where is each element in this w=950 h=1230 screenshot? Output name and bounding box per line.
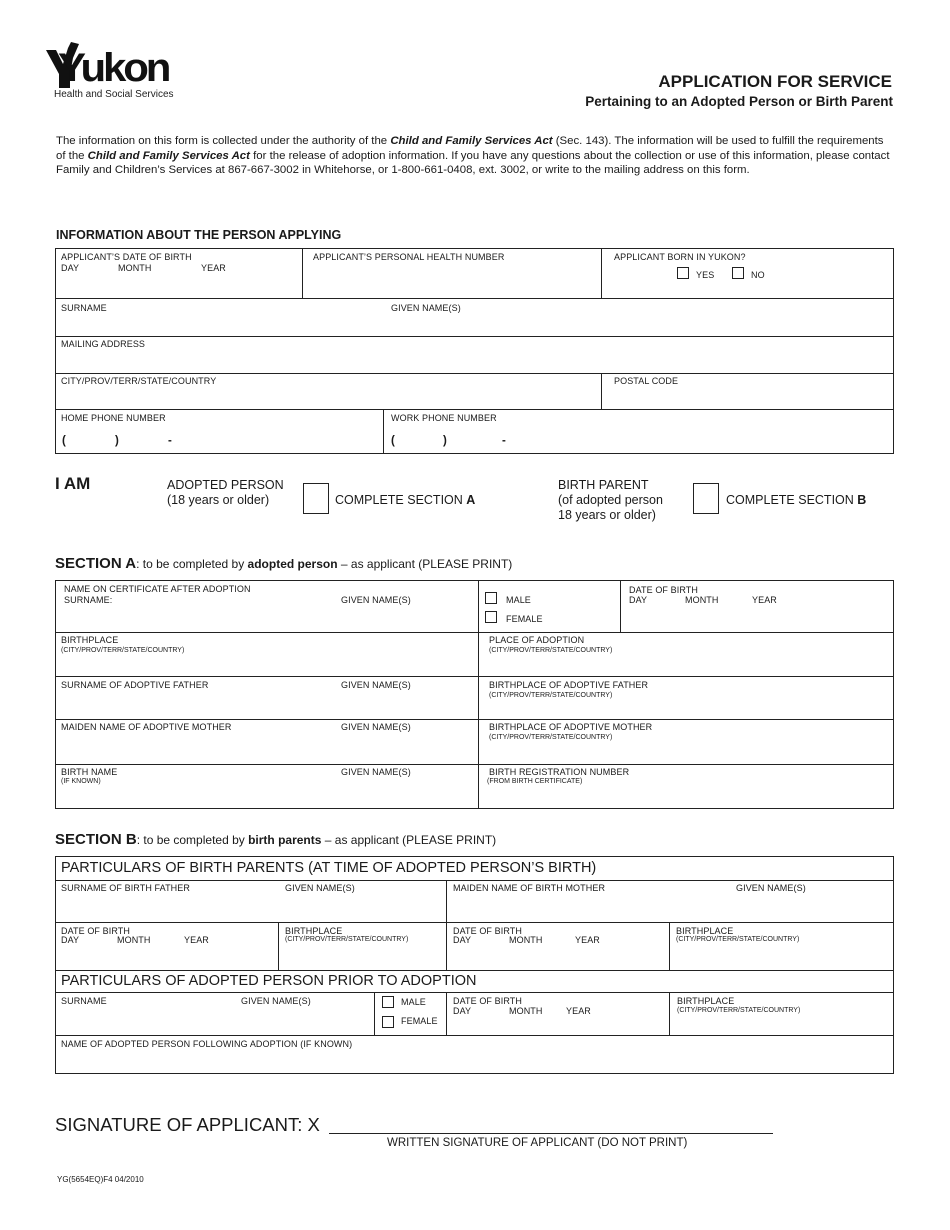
born-in-yukon-label: APPLICANT BORN IN YUKON? — [614, 252, 746, 262]
place-of-adoption-hint: (CITY/PROV/TERR/STATE/COUNTRY) — [489, 647, 613, 654]
b-father-given-label: GIVEN NAME(S) — [285, 883, 355, 893]
b-male-checkbox[interactable] — [382, 996, 394, 1008]
bp-adoptive-father-input[interactable] — [482, 700, 890, 717]
complete-section-a-label — [335, 493, 475, 507]
a-surname-label: SURNAME: — [64, 595, 113, 605]
adoptive-mother-input[interactable] — [58, 734, 474, 762]
born-no-checkbox[interactable] — [732, 267, 744, 279]
form-subtitle: Pertaining to an Adopted Person or Birth Parent — [585, 94, 893, 109]
logo-wordmark: Yukon — [58, 46, 169, 90]
adoptive-father-input[interactable] — [58, 692, 474, 717]
a-given-label: GIVEN NAME(S) — [341, 595, 411, 605]
a-birthplace-label: BIRTHPLACE — [61, 635, 119, 645]
logo-department: Health and Social Services — [54, 89, 174, 100]
intro-act-2: Child and Family Services Act — [87, 149, 250, 162]
city-label: CITY/PROV/TERR/STATE/COUNTRY — [61, 376, 217, 386]
home-phone-label: HOME PHONE NUMBER — [61, 413, 166, 423]
birth-parent-desc-1: (of adopted person — [558, 493, 663, 507]
b-female-checkbox[interactable] — [382, 1016, 394, 1028]
b-mother-maiden-label: MAIDEN NAME OF BIRTH MOTHER — [453, 883, 606, 893]
birth-parent-checkbox[interactable] — [693, 483, 719, 514]
b-adopted-dob-month: MONTH — [509, 1006, 543, 1016]
applicant-name-input[interactable] — [58, 314, 890, 334]
b-adopted-given-label: GIVEN NAME(S) — [241, 996, 311, 1006]
a-dob-day: DAY — [629, 595, 648, 605]
b-adopted-dob-year: YEAR — [566, 1006, 591, 1016]
born-no-label: NO — [751, 270, 765, 280]
mailing-address-label: MAILING ADDRESS — [61, 339, 146, 349]
bp-adoptive-mother-input[interactable] — [482, 743, 890, 762]
intro-paragraph — [56, 134, 896, 178]
a-dob-month: MONTH — [685, 595, 719, 605]
b-mother-given-label: GIVEN NAME(S) — [736, 883, 806, 893]
b-mother-birthplace-label: BIRTHPLACE — [676, 926, 734, 936]
home-phone-open-paren: ( — [62, 435, 66, 447]
b-female-label: FEMALE — [401, 1016, 438, 1026]
b-mother-birthplace-input[interactable] — [673, 946, 890, 968]
bp-adoptive-father-hint: (CITY/PROV/TERR/STATE/COUNTRY) — [489, 692, 613, 699]
place-of-adoption-input[interactable] — [482, 656, 890, 674]
work-phone-dash: - — [502, 435, 506, 447]
cert-name-label: NAME ON CERTIFICATE AFTER ADOPTION — [64, 584, 251, 594]
a-male-checkbox[interactable] — [485, 592, 497, 604]
b-father-birthplace-input[interactable] — [282, 946, 442, 968]
work-phone-close-paren: ) — [443, 435, 447, 447]
i-am-label: I AM — [55, 474, 91, 493]
bp-adoptive-mother-hint: (CITY/PROV/TERR/STATE/COUNTRY) — [489, 734, 613, 741]
b-father-birthplace-hint: (CITY/PROV/TERR/STATE/COUNTRY) — [285, 936, 409, 943]
adopted-person-checkbox[interactable] — [303, 483, 329, 514]
applicant-dob-day: DAY — [61, 263, 80, 273]
adopted-person-age: (18 years or older) — [167, 493, 270, 507]
form-title: APPLICATION FOR SERVICE — [658, 72, 892, 91]
intro-text-1: The information on this form is collected under the authority of the — [56, 135, 391, 147]
b-adopted-surname-label: SURNAME — [61, 996, 107, 1006]
adoptive-mother-given-label: GIVEN NAME(S) — [341, 722, 411, 732]
b-father-dob-day: DAY — [61, 935, 80, 945]
health-number-label: APPLICANT’S PERSONAL HEALTH NUMBER — [313, 252, 505, 262]
section-b-desc-bold: birth parents — [248, 833, 322, 847]
b-father-dob-month: MONTH — [117, 935, 151, 945]
section-a-title: SECTION A — [55, 555, 137, 572]
birth-parent-label: BIRTH PARENT — [558, 478, 649, 492]
home-phone-close-paren: ) — [115, 435, 119, 447]
b-mother-dob-month: MONTH — [509, 935, 543, 945]
complete-section-b-text: COMPLETE SECTION — [726, 493, 858, 507]
b-father-name-input[interactable] — [58, 895, 442, 920]
place-of-adoption-label: PLACE OF ADOPTION — [489, 635, 585, 645]
section-b-heading — [55, 831, 496, 848]
mailing-address-input[interactable] — [58, 350, 890, 371]
adoptive-father-label: SURNAME OF ADOPTIVE FATHER — [61, 680, 209, 690]
birth-reg-input[interactable] — [482, 787, 890, 806]
intro-text-2: (Sec. 143). The information will be used to fulfill the requirements of the — [56, 135, 884, 162]
birth-reg-label: BIRTH REGISTRATION NUMBER — [489, 767, 630, 777]
b-mother-name-input[interactable] — [450, 895, 890, 920]
work-phone-open-paren: ( — [391, 435, 395, 447]
birth-parent-desc-2: 18 years or older) — [558, 508, 656, 522]
applicant-dob-input[interactable] — [58, 274, 298, 296]
applicant-dob-month: MONTH — [118, 263, 152, 273]
postal-code-input[interactable] — [606, 387, 890, 407]
a-dob-input[interactable] — [624, 607, 890, 630]
b-adopted-dob-label: DATE OF BIRTH — [453, 996, 522, 1006]
adoptive-mother-label: MAIDEN NAME OF ADOPTIVE MOTHER — [61, 722, 232, 732]
home-phone-input[interactable] — [58, 425, 380, 451]
b-adopted-dob-input[interactable] — [450, 1017, 665, 1033]
born-yes-checkbox[interactable] — [677, 267, 689, 279]
complete-section-b-label — [726, 493, 866, 507]
a-female-checkbox[interactable] — [485, 611, 497, 623]
applicant-heading: INFORMATION ABOUT THE PERSON APPLYING — [56, 228, 342, 242]
bp-adoptive-father-label: BIRTHPLACE OF ADOPTIVE FATHER — [489, 680, 649, 690]
bp-adoptive-mother-label: BIRTHPLACE OF ADOPTIVE MOTHER — [489, 722, 653, 732]
b-father-dob-label: DATE OF BIRTH — [61, 926, 130, 936]
b-male-label: MALE — [401, 997, 426, 1007]
birth-name-label: BIRTH NAME — [61, 767, 118, 777]
work-phone-input[interactable] — [387, 425, 890, 451]
b-father-surname-label: SURNAME OF BIRTH FATHER — [61, 883, 190, 893]
section-a-desc-bold: adopted person — [247, 557, 338, 571]
intro-text-3: for the release of adoption information. If you have any questions about the collection or use of this information, please contact Family and Children’s Services at 867-667-3002 in Whitehorse, or 1-800-661-0408, ext. 3002, or write to the mailing address on this form. — [56, 149, 890, 177]
postal-code-label: POSTAL CODE — [614, 376, 679, 386]
applicant-dob-label: APPLICANT’S DATE OF BIRTH — [61, 252, 192, 262]
signature-line[interactable] — [329, 1133, 773, 1134]
a-cert-name-input[interactable] — [58, 607, 474, 630]
yukon-logo — [44, 40, 204, 102]
signature-caption: WRITTEN SIGNATURE OF APPLICANT (DO NOT PRINT) — [387, 1137, 688, 1149]
b-father-birthplace-label: BIRTHPLACE — [285, 926, 343, 936]
born-yes-label: YES — [696, 270, 715, 280]
intro-act-1: Child and Family Services Act — [390, 135, 553, 147]
complete-section-b-letter: B — [857, 493, 867, 507]
home-phone-dash: - — [168, 435, 172, 447]
city-input[interactable] — [58, 387, 598, 407]
b-mother-dob-input[interactable] — [450, 946, 665, 968]
section-a-desc-1: : to be completed by — [136, 557, 248, 571]
section-b-desc-1: : to be completed by — [136, 833, 249, 847]
signature-label: SIGNATURE OF APPLICANT: X — [55, 1114, 320, 1135]
b-adopted-birthplace-input[interactable] — [673, 1017, 890, 1033]
form-code: YG(5654EQ)F4 04/2010 — [57, 1175, 144, 1184]
adoptive-father-given-label: GIVEN NAME(S) — [341, 680, 411, 690]
section-b-title: SECTION B — [55, 831, 137, 848]
applicant-dob-year: YEAR — [201, 263, 226, 273]
b-adopted-name-input[interactable] — [58, 1008, 370, 1033]
birth-name-input[interactable] — [58, 787, 474, 806]
complete-section-a-text: COMPLETE SECTION — [335, 493, 467, 507]
a-dob-year: YEAR — [752, 595, 777, 605]
applicant-given-label: GIVEN NAME(S) — [391, 303, 461, 313]
b-mother-dob-day: DAY — [453, 935, 472, 945]
name-following-adoption-label: NAME OF ADOPTED PERSON FOLLOWING ADOPTION (IF KNOWN) — [61, 1039, 353, 1049]
a-birthplace-hint: (CITY/PROV/TERR/STATE/COUNTRY) — [61, 647, 185, 654]
b-mother-dob-year: YEAR — [575, 935, 600, 945]
section-b-desc-2: – as applicant (PLEASE PRINT) — [321, 833, 497, 847]
b-mother-birthplace-hint: (CITY/PROV/TERR/STATE/COUNTRY) — [676, 936, 800, 943]
b-adopted-birthplace-hint: (CITY/PROV/TERR/STATE/COUNTRY) — [677, 1007, 801, 1014]
complete-section-a-letter: A — [466, 493, 476, 507]
a-male-label: MALE — [506, 595, 531, 605]
work-phone-label: WORK PHONE NUMBER — [391, 413, 497, 423]
b-father-dob-input[interactable] — [58, 946, 274, 968]
particulars-parents-heading: PARTICULARS OF BIRTH PARENTS (AT TIME OF ADOPTED PERSON’S BIRTH) — [61, 860, 597, 876]
b-adopted-dob-day: DAY — [453, 1006, 472, 1016]
adopted-person-label: ADOPTED PERSON — [167, 478, 284, 492]
a-dob-label: DATE OF BIRTH — [629, 585, 698, 595]
b-mother-dob-label: DATE OF BIRTH — [453, 926, 522, 936]
b-father-dob-year: YEAR — [184, 935, 209, 945]
birth-reg-hint: (FROM BIRTH CERTIFICATE) — [487, 778, 583, 785]
a-female-label: FEMALE — [506, 614, 543, 624]
section-a-desc-2: – as applicant (PLEASE PRINT) — [337, 557, 513, 571]
name-following-adoption-input[interactable] — [58, 1051, 890, 1071]
birth-name-given-label: GIVEN NAME(S) — [341, 767, 411, 777]
health-number-input[interactable] — [306, 264, 596, 296]
particulars-adopted-heading: PARTICULARS OF ADOPTED PERSON PRIOR TO ADOPTION — [61, 973, 477, 989]
a-birthplace-input[interactable] — [58, 656, 474, 674]
section-a-heading — [55, 555, 512, 572]
birth-name-hint: (IF KNOWN) — [61, 778, 101, 785]
b-adopted-birthplace-label: BIRTHPLACE — [677, 996, 735, 1006]
applicant-surname-label: SURNAME — [61, 303, 107, 313]
